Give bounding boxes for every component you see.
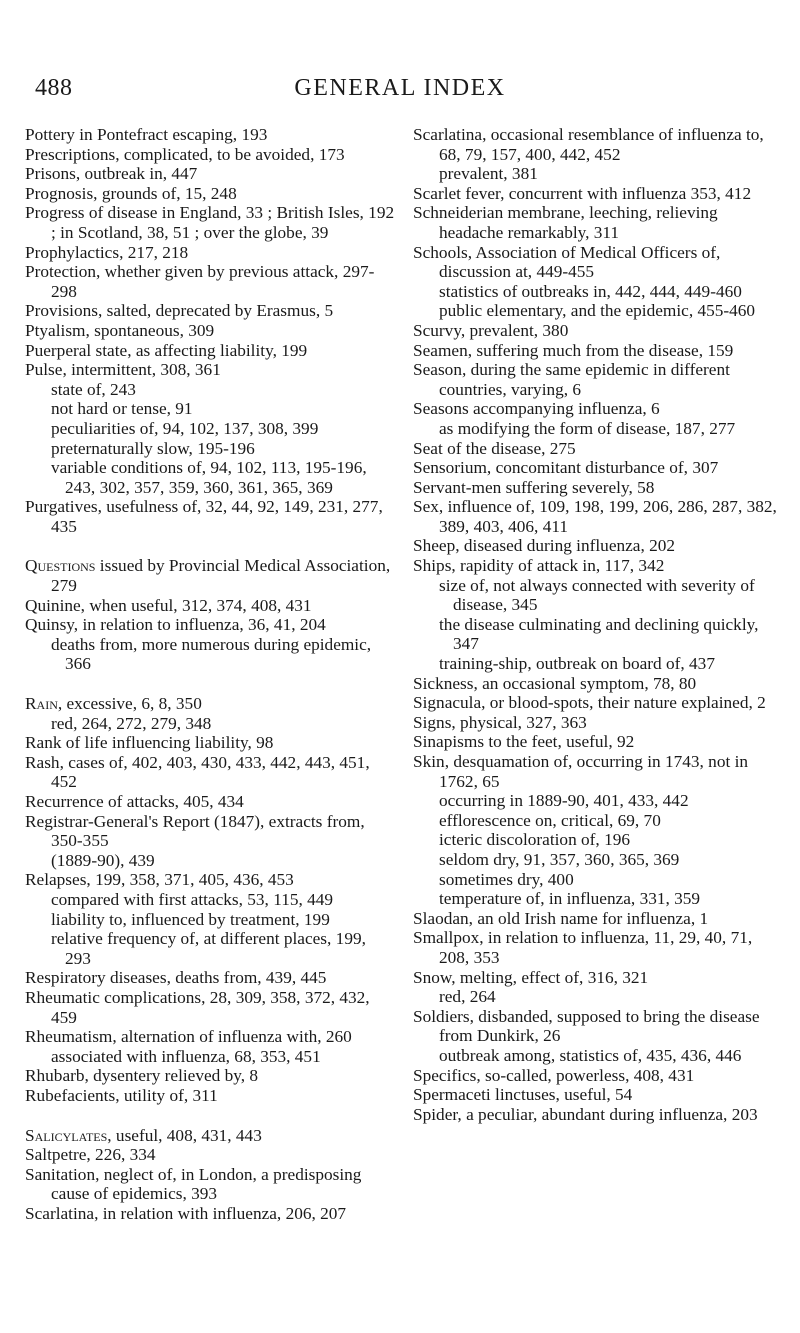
index-entry (413, 203, 783, 242)
index-entry-text: Prescriptions, complicated, to be avoided, 173 (25, 144, 345, 164)
index-entry (413, 1007, 783, 1046)
index-entry-text: Purgatives, usefulness of, 32, 44, 92, 149, 231, 277, 435 (25, 497, 383, 536)
index-entry-text: the disease culminating and declining quickly, 347 (439, 614, 759, 654)
index-subentry (413, 811, 783, 831)
index-entry-text: Scarlatina, in relation with influenza, 206, 207 (25, 1203, 347, 1223)
index-entry-text: Soldiers, disbanded, supposed to bring the disease from Dunkirk, 26 (413, 1006, 760, 1046)
index-entry (25, 341, 395, 361)
index-entry (413, 556, 783, 576)
index-entry (25, 988, 395, 1027)
index-subentry (25, 714, 395, 734)
index-entry (413, 341, 783, 361)
index-entry-text: statistics of outbreaks in, 442, 444, 449-460 (439, 281, 742, 301)
index-entry-text: Seat of the disease, 275 (413, 438, 576, 458)
index-subentry (25, 439, 395, 459)
index-subentry (413, 282, 783, 302)
index-entry-text: temperature of, in influenza, 331, 359 (439, 889, 701, 909)
index-entry (25, 615, 395, 635)
index-entry (25, 1086, 395, 1106)
index-entry-text: red, 264 (439, 987, 496, 1007)
index-subentry (25, 1047, 395, 1067)
index-entry-text: red, 264, 272, 279, 348 (51, 713, 212, 733)
index-entry (25, 870, 395, 890)
index-entry (413, 752, 783, 791)
index-entry-text: Relapses, 199, 358, 371, 405, 436, 453 (25, 870, 294, 890)
index-entry-text: , excessive, 6, 8, 350 (57, 694, 202, 714)
index-entry-text: Prisons, outbreak in, 447 (25, 164, 198, 184)
index-entry-text: public elementary, and the epidemic, 455-460 (439, 301, 756, 321)
index-entry-text: Schneiderian membrane, leeching, relieving headache remarkably, 311 (413, 203, 718, 242)
index-entry-text: Scurvy, prevalent, 380 (413, 320, 569, 340)
index-entry (413, 497, 783, 536)
index-entry-text: variable conditions of, 94, 102, 113, 195-196, 243, 302, 357, 359, 360, 361, 365, 369 (51, 458, 367, 497)
index-entry-text: state of, 243 (51, 379, 136, 399)
index-entry (413, 458, 783, 478)
index-entry (25, 1066, 395, 1086)
index-entry (25, 301, 395, 321)
index-entry-text: Servant-men suffering severely, 58 (413, 477, 655, 497)
index-entry-text: sometimes dry, 400 (439, 869, 574, 889)
index-subentry (413, 850, 783, 870)
index-entry-text: Protection, whether given by previous attack, 297-298 (25, 262, 375, 301)
index-entry (25, 1145, 395, 1165)
index-entry-text: Sinapisms to the feet, useful, 92 (413, 732, 635, 752)
index-entry (413, 732, 783, 752)
index-entry (413, 243, 783, 282)
index-entry-text: Snow, melting, effect of, 316, 321 (413, 967, 649, 987)
index-entry (25, 968, 395, 988)
index-column-right (413, 125, 783, 1124)
index-entry (413, 928, 783, 967)
index-entry-text: Smallpox, in relation to influenza, 11, 29, 40, 71, 208, 353 (413, 928, 753, 967)
index-subentry (413, 987, 783, 1007)
index-entry (25, 497, 395, 536)
index-entry (25, 733, 395, 753)
index-entry (25, 596, 395, 616)
index-entry (25, 1204, 395, 1224)
index-entry (25, 262, 395, 301)
index-entry-text: Spermaceti linctuses, useful, 54 (413, 1085, 633, 1105)
index-entry-text: Spider, a peculiar, abundant during influenza, 203 (413, 1104, 758, 1124)
index-subentry (25, 399, 395, 419)
index-subentry (413, 889, 783, 909)
index-entry (25, 360, 395, 380)
index-entry (413, 693, 783, 713)
index-entry (413, 439, 783, 459)
index-entry-text: Sanitation, neglect of, in London, a predisposing cause of epidemics, 393 (25, 1164, 362, 1204)
index-entry-text: Rheumatism, alternation of influenza with, 260 (25, 1027, 352, 1047)
index-entry-text: not hard or tense, 91 (51, 399, 193, 419)
index-entry-text: Rheumatic complications, 28, 309, 358, 372, 432, 459 (25, 987, 370, 1027)
index-entry (25, 753, 395, 792)
index-entry-text: icteric discoloration of, 196 (439, 830, 630, 850)
index-entry (413, 184, 783, 204)
page-header (0, 70, 800, 110)
running-head: GENERAL INDEX (294, 75, 506, 101)
index-letter-heading: Rain (25, 694, 58, 714)
index-subentry (25, 419, 395, 439)
index-entry-text: compared with first attacks, 53, 115, 449 (51, 889, 334, 909)
index-entry-text: Pottery in Pontefract escaping, 193 (25, 125, 268, 144)
index-entry (413, 968, 783, 988)
index-subentry (413, 419, 783, 439)
index-entry-text: Prognosis, grounds of, 15, 248 (25, 183, 237, 203)
index-entry (25, 203, 395, 242)
index-entry-text: peculiarities of, 94, 102, 137, 308, 399 (51, 418, 319, 438)
index-subentry (413, 164, 783, 184)
index-entry-text: training-ship, outbreak on board of, 437 (439, 654, 715, 674)
index-entry-text: prevalent, 381 (439, 164, 538, 184)
index-subentry (25, 929, 395, 968)
index-entry-text: Rhubarb, dysentery relieved by, 8 (25, 1066, 259, 1086)
index-entry-text: Prophylactics, 217, 218 (25, 242, 189, 262)
index-subentry (413, 870, 783, 890)
index-entry-text: Rubefacients, utility of, 311 (25, 1085, 218, 1105)
index-entry (25, 1165, 395, 1204)
index-entry (25, 1126, 395, 1146)
index-entry-text: Recurrence of attacks, 405, 434 (25, 792, 244, 811)
index-entry-text: Sheep, diseased during influenza, 202 (413, 536, 676, 556)
index-entry-text: Ptyalism, spontaneous, 309 (25, 320, 215, 340)
index-entry-text: Sickness, an occasional symptom, 78, 80 (413, 673, 697, 693)
index-entry-text: efflorescence on, critical, 69, 70 (439, 810, 661, 830)
index-entry-text: (1889-90), 439 (51, 850, 155, 870)
index-entry-text: Scarlet fever, concurrent with influenza 353, 412 (413, 183, 752, 203)
index-entry-text: Signs, physical, 327, 363 (413, 712, 587, 732)
index-entry (25, 145, 395, 165)
page-number: 488 (35, 75, 73, 101)
index-entry-text: Quinsy, in relation to influenza, 36, 41, 204 (25, 615, 326, 635)
index-entry (413, 360, 783, 399)
index-entry (25, 184, 395, 204)
index-subentry (25, 458, 395, 497)
index-entry (413, 713, 783, 733)
index-entry (25, 556, 395, 595)
index-entry-text: Sensorium, concomitant disturbance of, 307 (413, 458, 719, 478)
index-entry (25, 1027, 395, 1047)
index-entry-text: Sex, influence of, 109, 198, 199, 206, 286, 287, 382, 389, 403, 406, 411 (413, 497, 777, 536)
index-entry-text: Saltpetre, 226, 334 (25, 1145, 156, 1165)
index-entry-text: Registrar-General's Report (1847), extracts from, 350-355 (25, 811, 365, 851)
index-letter-heading: Salicylates (25, 1125, 108, 1145)
index-entry (25, 321, 395, 341)
index-entry-text: seldom dry, 91, 357, 360, 365, 369 (439, 849, 680, 869)
index-subentry (413, 615, 783, 654)
index-entry-text: Season, during the same epidemic in different countries, varying, 6 (413, 360, 730, 399)
index-entry-text: relative frequency of, at different places, 199, 293 (51, 929, 366, 968)
index-entry (413, 1085, 783, 1105)
index-entry-text: outbreak among, statistics of, 435, 436, 446 (439, 1045, 742, 1065)
index-entry-text: Rash, cases of, 402, 403, 430, 433, 442, 443, 451, 452 (25, 752, 370, 792)
index-subentry (25, 910, 395, 930)
index-entry (25, 125, 395, 145)
index-subentry (25, 851, 395, 871)
index-entry (25, 164, 395, 184)
index-entry-text: Puerperal state, as affecting liability, 199 (25, 340, 308, 360)
index-subentry (25, 890, 395, 910)
index-entry (413, 399, 783, 419)
index-subentry (413, 654, 783, 674)
index-entry-text: occurring in 1889-90, 401, 433, 442 (439, 791, 689, 811)
index-entry (25, 812, 395, 851)
index-entry (413, 125, 783, 164)
index-entry-text: Slaodan, an old Irish name for influenza, 1 (413, 908, 709, 928)
index-entry-text: issued by Provincial Medical Association, 279 (51, 556, 391, 596)
index-entry (25, 792, 395, 812)
index-entry-text: Quinine, when useful, 312, 374, 408, 431 (25, 595, 312, 615)
index-subentry (413, 791, 783, 811)
index-subentry (413, 1046, 783, 1066)
index-entry-text: Respiratory diseases, deaths from, 439, 445 (25, 968, 327, 988)
index-entry-text: , useful, 408, 431, 443 (107, 1125, 262, 1145)
index-entry (413, 1066, 783, 1086)
index-entry-text: Progress of disease in England, 33 ; British Isles, 192 ; in Scotland, 38, 51 ; over the globe, 39 (25, 203, 395, 242)
index-entry (413, 536, 783, 556)
index-entry-text: Provisions, salted, deprecated by Erasmus, 5 (25, 301, 334, 321)
index-entry-text: Pulse, intermittent, 308, 361 (25, 360, 221, 380)
index-entry-text: Seasons accompanying influenza, 6 (413, 399, 660, 419)
index-entry (413, 1105, 783, 1125)
index-entry (413, 909, 783, 929)
index-subentry (25, 635, 395, 674)
index-entry (413, 321, 783, 341)
index-subentry (25, 380, 395, 400)
index-entry-text: liability to, influenced by treatment, 199 (51, 909, 330, 929)
index-entry-text: deaths from, more numerous during epidemic, 366 (51, 634, 372, 674)
index-entry-text: as modifying the form of disease, 187, 277 (439, 418, 736, 438)
index-entry-text: Specifics, so-called, powerless, 408, 431 (413, 1065, 695, 1085)
index-entry-text: size of, not always connected with severity of disease, 345 (439, 575, 755, 615)
index-entry (413, 478, 783, 498)
index-subentry (413, 301, 783, 321)
index-entry-text: preternaturally slow, 195-196 (51, 438, 255, 458)
index-entry-text: associated with influenza, 68, 353, 451 (51, 1046, 321, 1066)
index-entry (413, 674, 783, 694)
index-entry (25, 694, 395, 714)
index-entry-text: Signacula, or blood-spots, their nature explained, 2 (413, 693, 766, 713)
index-entry-text: Schools, Association of Medical Officers of, discussion at, 449-455 (413, 242, 721, 282)
index-entry (25, 243, 395, 263)
index-column-left (25, 125, 395, 1223)
index-subentry (413, 576, 783, 615)
index-entry-text: Ships, rapidity of attack in, 117, 342 (413, 556, 665, 576)
index-entry-text: Rank of life influencing liability, 98 (25, 733, 274, 753)
index-entry-text: Seamen, suffering much from the disease, 159 (413, 340, 734, 360)
index-letter-heading: Questions (25, 556, 96, 576)
index-subentry (413, 830, 783, 850)
index-entry-text: Scarlatina, occasional resemblance of influenza to, 68, 79, 157, 400, 442, 452 (413, 125, 764, 164)
index-entry-text: Skin, desquamation of, occurring in 1743, not in 1762, 65 (413, 752, 749, 791)
